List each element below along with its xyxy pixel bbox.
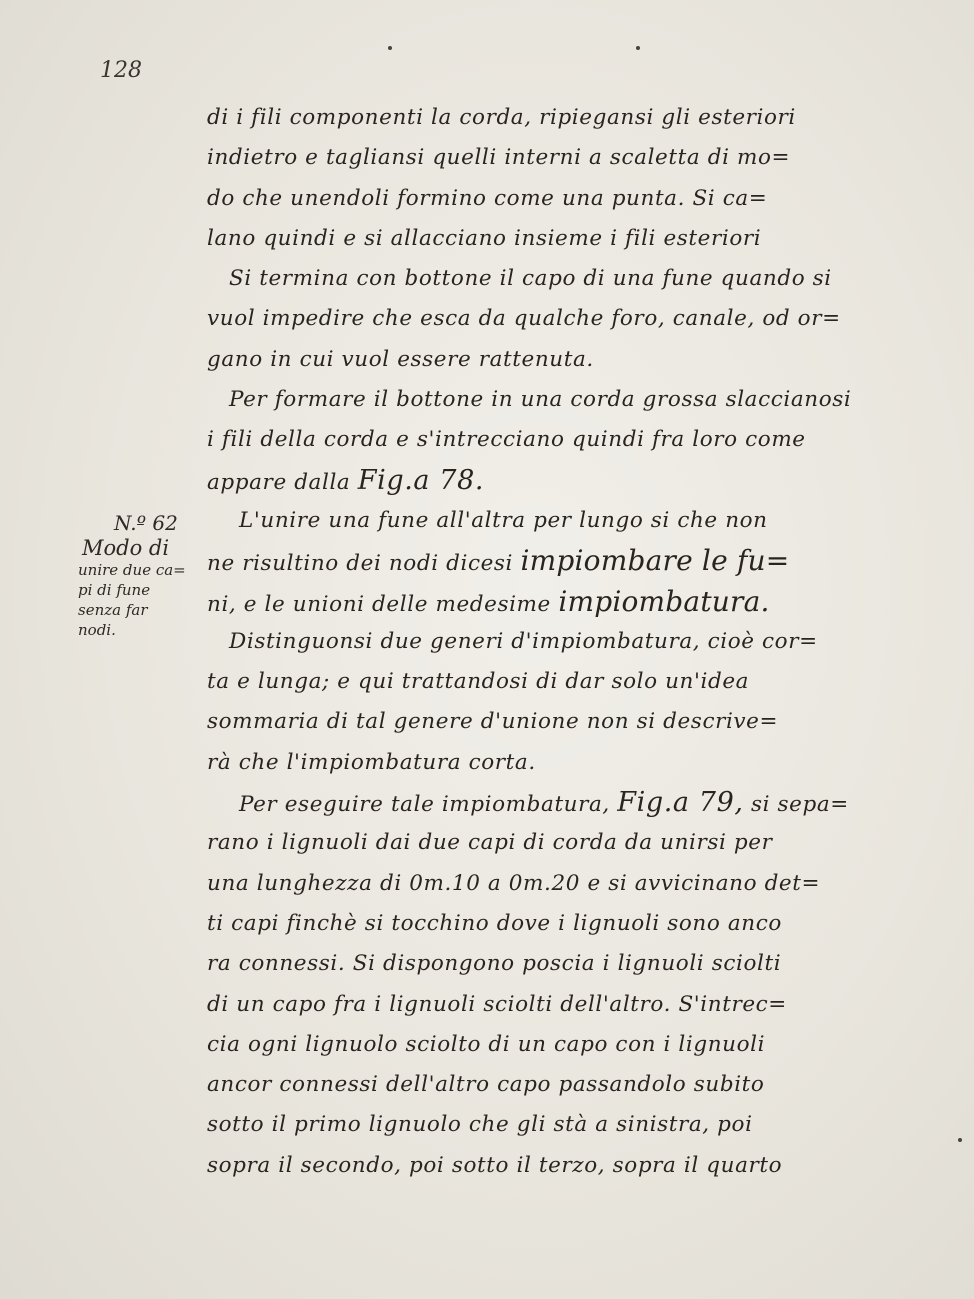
text-line: ra connessi. Si dispongono poscia i lignuoli sciolti <box>207 951 782 977</box>
text-segment: appare dalla <box>207 469 358 495</box>
text-line: ta e lunga; e qui trattandosi di dar solo un'idea <box>207 669 750 695</box>
text-line <box>207 783 935 823</box>
text-line: sopra il secondo, poi sotto il terzo, sopra il quarto <box>207 1152 783 1178</box>
text-line: sotto il primo lignuolo che gli stà a sinistra, poi <box>207 1112 753 1138</box>
text-line: rà che l'impiombatura corta. <box>207 749 536 775</box>
text-line: Per formare il bottone in una corda grossa slaccianosi <box>229 387 852 413</box>
text-line: L'unire una fune all'altra per lungo si che non <box>239 507 768 533</box>
margin-note <box>78 510 213 640</box>
text-line: cia ogni lignuolo sciolto di un capo con i lignuoli <box>207 1031 766 1057</box>
text-line: i fili della corda e s'intrecciano quindi fra loro come <box>207 427 806 453</box>
margin-note-number: N.º 62 <box>114 511 178 535</box>
figure-reference: Fig.a 79, <box>617 787 744 819</box>
margin-note-line: senza far <box>78 601 148 619</box>
text-line: Si termina con bottone il capo di una fune quando si <box>229 266 832 292</box>
margin-note-title: Modo di <box>82 536 170 560</box>
text-line: una lunghezza di 0m.10 a 0m.20 e si avvicinano det= <box>207 870 821 896</box>
margin-note-line: unire due ca= <box>78 561 186 579</box>
margin-note-line: pi di fune <box>78 581 151 599</box>
text-line: di i fili componenti la corda, ripiegansi gli esteriori <box>207 105 796 130</box>
text-line: rano i lignuoli dai due capi di corda da unirsi per <box>207 830 773 856</box>
text-segment: Per eseguire tale impiombatura, <box>239 792 618 818</box>
text-line: do che unendoli formino come una punta. Si ca= <box>207 185 768 211</box>
page-number: 128 <box>100 58 142 83</box>
ink-speck <box>388 46 392 50</box>
text-line: indietro e tagliansi quelli interni a scaletta di mo= <box>207 145 791 171</box>
body-text <box>207 98 935 1186</box>
text-line: ti capi finchè si tocchino dove i lignuoli sono anco <box>207 910 782 936</box>
text-segment: ni, e le unioni delle medesime <box>207 591 559 617</box>
text-line <box>207 541 935 581</box>
figure-reference: Fig.a 78. <box>357 464 485 496</box>
margin-note-line: nodi. <box>78 621 116 639</box>
text-line: ancor connessi dell'altro capo passandolo subito <box>207 1072 765 1098</box>
text-line: lano quindi e si allacciano insieme i fili esteriori <box>207 225 762 251</box>
emphasized-term: impiombatura. <box>558 584 770 618</box>
text-segment: si sepa= <box>743 792 849 818</box>
text-line: vuol impedire che esca da qualche foro, canale, od or= <box>207 306 841 332</box>
text-line: Distinguonsi due generi d'impiombatura, cioè cor= <box>229 628 818 654</box>
emphasized-term: impiombare le fu= <box>520 544 790 578</box>
text-line <box>207 461 935 501</box>
text-segment: ne risultino dei nodi dicesi <box>207 551 521 577</box>
text-line: di un capo fra i lignuoli sciolti dell'altro. S'intrec= <box>207 991 787 1017</box>
ink-speck <box>636 46 640 50</box>
text-line <box>207 582 935 622</box>
text-line: sommaria di tal genere d'unione non si descrive= <box>207 709 779 735</box>
text-line: gano in cui vuol essere rattenuta. <box>207 346 594 372</box>
ink-speck <box>958 1138 962 1142</box>
